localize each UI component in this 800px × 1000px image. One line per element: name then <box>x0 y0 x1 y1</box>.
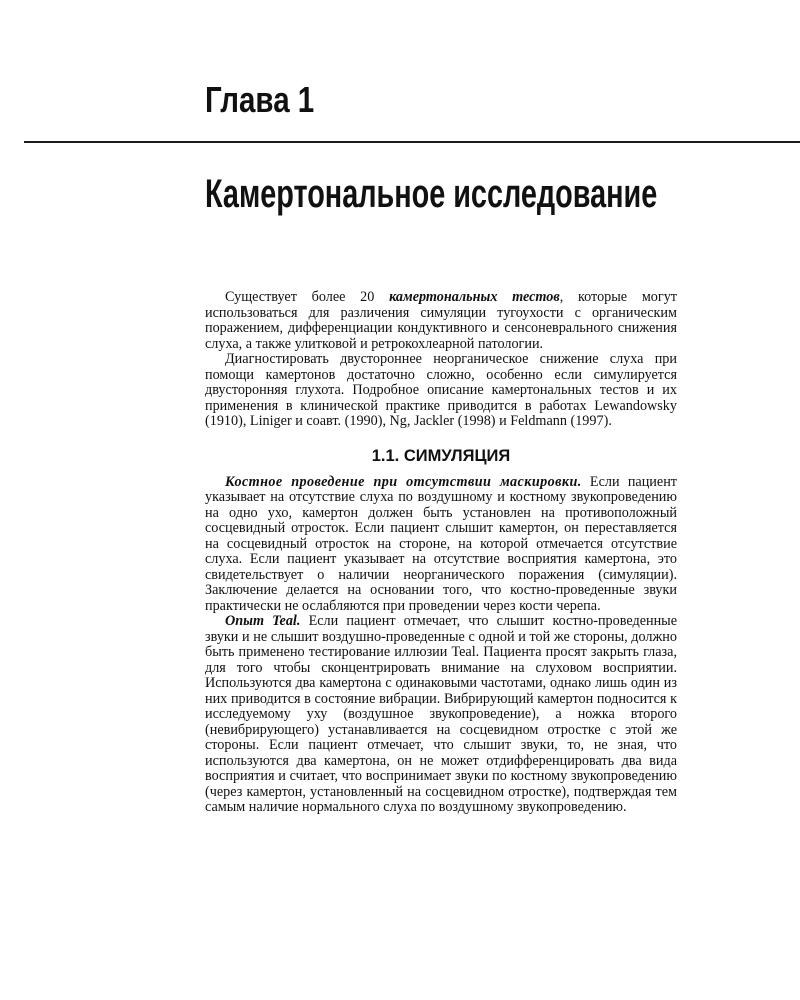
intro-paragraph-2: Диагностировать двустороннее неорганическое снижение слуха при помощи камертонов достаточно сложно, особенно если симулируется двусторонняя глухота. Подробное описание камертональных тестов и их применения в клинической практике приводится в работах Lewandowsky (1910), Liniger и соавт. (1990), Ng, Jackler (1998) и Feldmann (1997). <box>205 351 677 429</box>
section-paragraph-1 <box>205 475 677 615</box>
section-heading: 1.1. СИМУЛЯЦИЯ <box>371 446 511 465</box>
intro-p1-emphasis: камертональных тестов <box>389 289 560 305</box>
section-paragraph-2 <box>205 614 677 816</box>
section-p2-text: Если пациент отмечает, что слышит костно-проведенные звуки и не слышит воздушно-проведенные с одной и той же стороны, должно быть применено тестирование иллюзии Teal. Пациента просят закрыть глаза, для того чтобы сконцентрировать внимание на слуховом восприятии. Используются два камертона с одинаковыми частотами, однако лишь один из них приводится в состояние вибрации. Вибрирующий камертон подносится к исследуемому уху (воздушное звукопроведение), а ножка второго (невибрирующего) устанавливается на сосцевидном отростке с этой же стороны. Если пациент отмечает, что слышит звуки, то, не зная, что используются два камертона, он не может отдифференцировать два вида восприятия и считает, что воспринимает звуки по костному звукопроведению (через камертон, установленный на сосцевидном отростке), подтверждая тем самым наличие нормального слуха по воздушному звукопроведению. <box>205 613 678 815</box>
intro-paragraph-1 <box>205 290 677 352</box>
chapter-divider <box>24 141 800 143</box>
chapter-title: Камертональное исследование <box>205 172 658 216</box>
section-p1-emphasis: Костное проведение при отсутствии маскировки. <box>225 473 582 490</box>
section-p1-text: Если пациент указывает на отсутствие слуха по воздушному и костному звукопроведению на одно ухо, камертон должен быть установлен на противоположный сосцевидный отросток. Если пациент слышит камертон, он переставляется на сосцевидный отросток на стороне, на которой отмечается отсутствие слуха. Если пациент указывает на отсутствие восприятия камертона, это свидетельствует о наличии неорганического поражения (симуляции). Заключение делается на основании того, что костно-проведенные звуки практически не ослабляются при проведении через кости черепа. <box>205 473 677 614</box>
section-p2-emphasis: Опыт Teal. <box>225 613 301 629</box>
intro-p1-before: Существует более 20 <box>225 289 390 305</box>
body-text <box>205 290 677 816</box>
chapter-label: Глава 1 <box>205 79 315 120</box>
intro-p1-after: , которые могут использоваться для различения симуляции тугоухости с органическим поражением, дифференциации кондуктивного и сенсоневрального снижения слуха, а также улитковой и ретрокохлеарной патологии. <box>205 289 678 352</box>
